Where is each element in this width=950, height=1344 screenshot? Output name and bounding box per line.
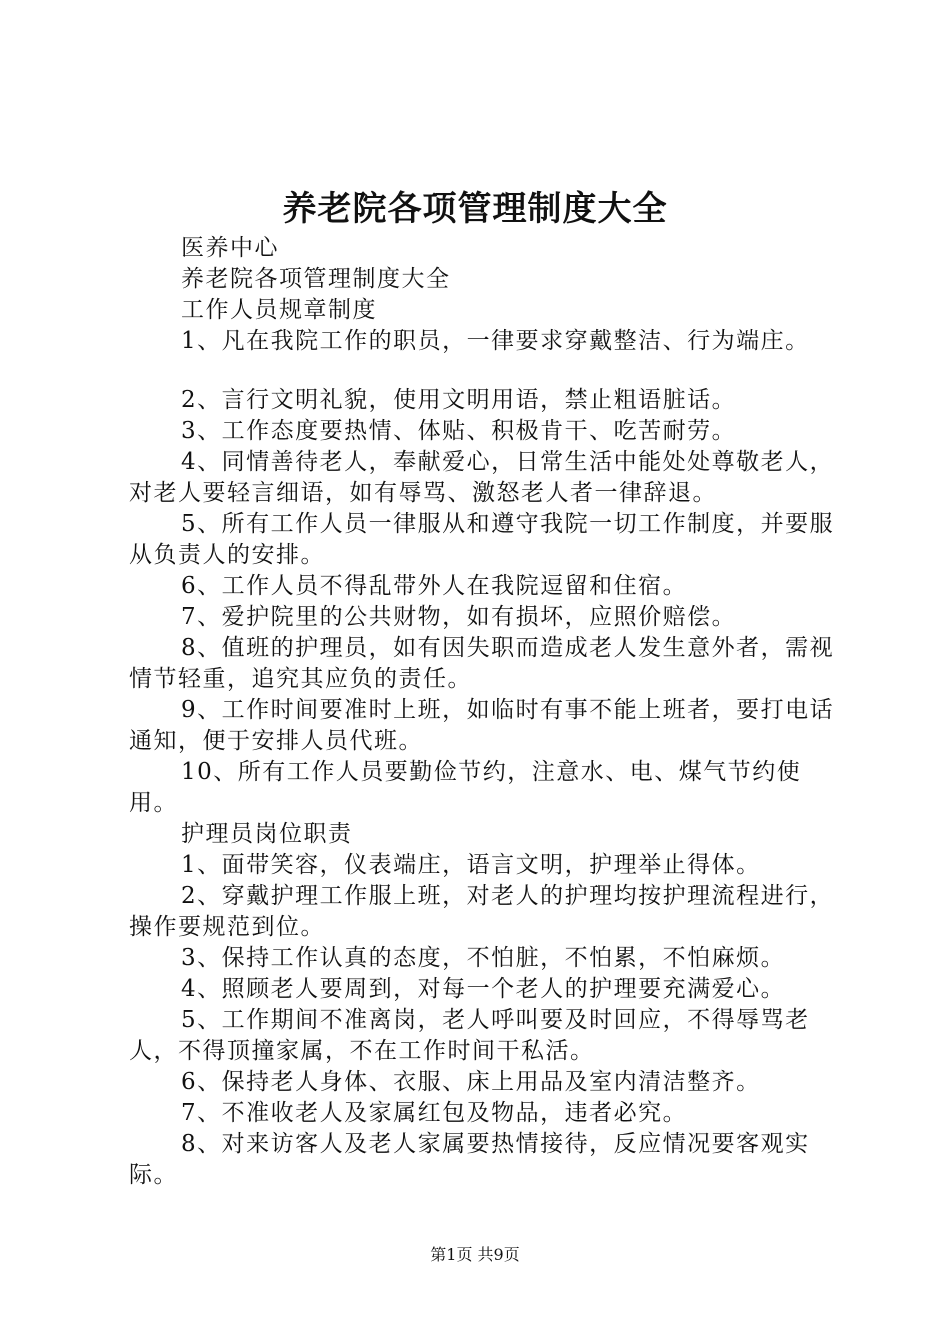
- staff-rule-item: 5、所有工作人员一律服从和遵守我院一切工作制度，并要服从负责人的安排。: [129, 511, 835, 568]
- caregiver-duty-item: 8、对来访客人及老人家属要热情接待，反应情况要客观实际。: [129, 1131, 810, 1188]
- staff-rule-item: 2、言行文明礼貌，使用文明用语，禁止粗语脏话。: [181, 387, 737, 413]
- section-heading-caregiver-duties: 护理员岗位职责: [181, 821, 353, 847]
- page-title: 养老院各项管理制度大全: [282, 189, 668, 229]
- staff-rule-item: 8、值班的护理员，如有因失职而造成老人发生意外者，需视情节轻重，追究其应负的责任。: [129, 635, 835, 692]
- staff-rule-item: 9、工作时间要准时上班，如临时有事不能上班者，要打电话通知，便于安排人员代班。: [129, 697, 835, 754]
- caregiver-duty-item: 1、面带笑容，仪表端庄，语言文明，护理举止得体。: [181, 852, 761, 878]
- paragraph-subtitle-center: 医养中心: [181, 235, 279, 261]
- staff-rule-item: 6、工作人员不得乱带外人在我院逗留和住宿。: [181, 573, 688, 599]
- document-body: [129, 233, 839, 1191]
- caregiver-duty-item: 4、照顾老人要周到，对每一个老人的护理要充满爱心。: [181, 976, 786, 1002]
- caregiver-duty-item: 5、工作期间不准离岗，老人呼叫要及时回应，不得辱骂老人，不得顶撞家属，不在工作时间干私活。: [129, 1007, 810, 1064]
- caregiver-duty-item: 7、不准收老人及家属红包及物品，违者必究。: [181, 1100, 688, 1126]
- staff-rule-item: 4、同情善待老人，奉献爱心，日常生活中能处处尊敬老人，对老人要轻言细语，如有辱骂、激怒老人者一律辞退。: [129, 449, 835, 506]
- staff-rule-item: 10、所有工作人员要勤俭节约，注意水、电、煤气节约使用。: [129, 759, 802, 816]
- section-heading-staff-rules: 工作人员规章制度: [181, 297, 377, 323]
- page-number-footer: 第1页 共9页: [430, 1245, 520, 1264]
- paragraph-subtitle-doc: 养老院各项管理制度大全: [181, 266, 451, 292]
- staff-rule-item: 7、爱护院里的公共财物，如有损坏，应照价赔偿。: [181, 604, 737, 630]
- staff-rule-item: 1、凡在我院工作的职员，一律要求穿戴整洁、行为端庄。: [181, 328, 810, 354]
- caregiver-duty-item: 3、保持工作认真的态度，不怕脏，不怕累，不怕麻烦。: [181, 945, 786, 971]
- staff-rule-item: 3、工作态度要热情、体贴、积极肯干、吃苦耐劳。: [181, 418, 737, 444]
- caregiver-duty-item: 6、保持老人身体、衣服、床上用品及室内清洁整齐。: [181, 1069, 761, 1095]
- caregiver-duty-item: 2、穿戴护理工作服上班，对老人的护理均按护理流程进行，操作要规范到位。: [129, 883, 835, 940]
